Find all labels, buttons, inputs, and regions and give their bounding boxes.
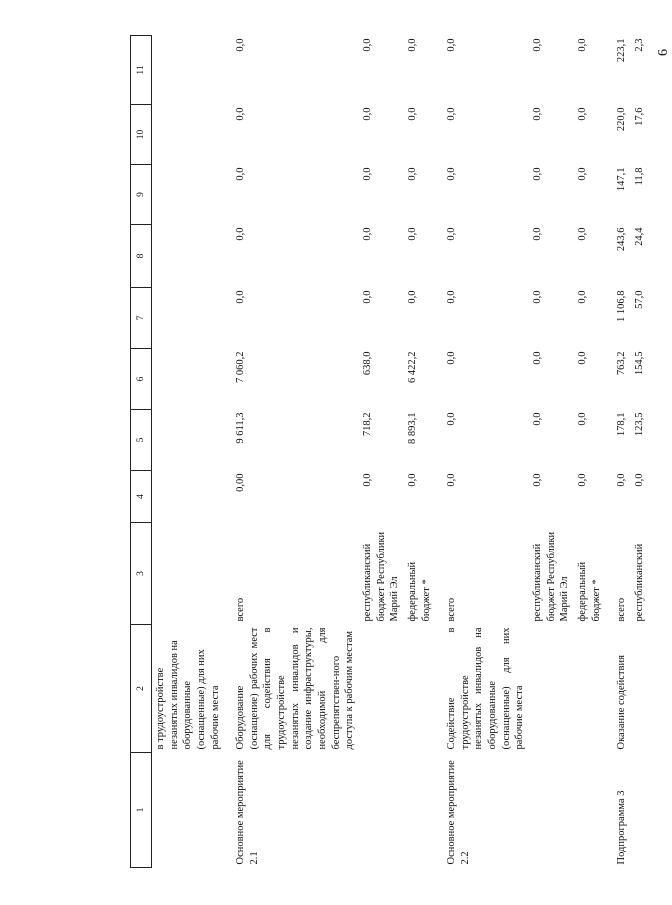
col-header-10: 10 [131,105,152,165]
value-cell: 243,6 [616,227,628,252]
table-row [605,36,631,868]
col-header-5: 5 [131,410,152,471]
value-cell: 57,0 [633,290,645,309]
value-cell: 154,5 [633,351,645,376]
value-cell: 0,0 [616,473,628,487]
value-cell: 638,0 [361,351,373,376]
value-cell: 0,0 [406,290,418,304]
funding-source-cell: всего [235,597,247,622]
budget-table [130,35,649,868]
value-cell: 0,0 [361,473,373,487]
value-cell [152,349,225,410]
value-cell: 0,0 [446,38,458,52]
table-row [435,36,529,868]
value-cell: 0,0 [532,227,544,241]
value-cell: 6 422,2 [406,351,418,383]
program-cell [152,753,225,868]
col-header-4: 4 [131,471,152,523]
funding-source-cell: республиканский бюджет Республики Марий Эл [361,529,401,622]
funding-source-cell [152,523,225,625]
program-cell [529,753,574,868]
funding-source-cell: федеральный бюджет * [576,559,602,622]
description-cell: Содействие в трудоустройстве незанятых инвалидов на оборудованные (оснащенные) для них рабочие места [446,624,526,750]
value-cell: 0,0 [406,473,418,487]
program-cell: Основное мероприятие 2.2 [446,757,471,865]
value-cell [152,105,225,165]
table-row [631,36,649,868]
value-cell: 0,0 [446,227,458,241]
description-cell [404,625,435,753]
value-cell: 0,0 [446,167,458,181]
value-cell: 0,0 [576,227,588,241]
value-cell: 0,0 [446,412,458,426]
col-header-8: 8 [131,225,152,288]
value-cell: 8 893,1 [406,412,418,444]
description-cell: в трудоустройстве незанятых инвалидов на оборудованные (оснащенные) для них рабочие места [155,637,221,750]
value-cell: 0,0 [235,107,247,121]
value-cell [152,165,225,225]
funding-source-cell: республиканский [633,543,645,622]
value-cell: 0,0 [446,290,458,304]
value-cell: 0,0 [361,38,373,52]
col-header-11: 11 [131,36,152,105]
value-cell: 0,00 [235,473,247,492]
value-cell [152,225,225,288]
value-cell: 0,0 [532,473,544,487]
value-cell: 9 611,3 [235,412,247,444]
funding-source-cell: всего [616,597,628,622]
table-row [404,36,435,868]
value-cell: 0,0 [532,38,544,52]
value-cell: 0,0 [361,290,373,304]
funding-source-cell: республиканский бюджет Республики Марий Эл [532,529,571,622]
col-header-9: 9 [131,165,152,225]
value-cell: 1 106,8 [616,290,628,322]
description-cell: Оборудование (оснащение) рабочих мест для содействия в трудоустройстве незанятых инвалидов и создание инфраструктуры, необходимой для беспрепятствен-ного доступа к рабочим местам [235,624,356,750]
rotated-page [130,36,645,868]
value-cell: 0,0 [532,167,544,181]
table-row [224,36,359,868]
description-cell [359,625,404,753]
value-cell: 0,0 [532,351,544,365]
value-cell: 11,8 [633,167,645,186]
value-cell: 0,0 [576,107,588,121]
column-number-row [131,36,152,868]
value-cell: 0,0 [446,351,458,365]
table-row [529,36,574,868]
table-row [359,36,404,868]
col-header-6: 6 [131,349,152,410]
value-cell [152,288,225,349]
value-cell [152,471,225,523]
value-cell: 0,0 [235,227,247,241]
value-cell [152,410,225,471]
value-cell: 0,0 [406,227,418,241]
value-cell: 220,0 [616,107,628,132]
value-cell: 147,1 [616,167,628,192]
value-cell: 0,0 [446,107,458,121]
program-cell: Основное мероприятие 2.1 [235,757,260,865]
value-cell: 17,6 [633,107,645,126]
value-cell: 0,0 [406,167,418,181]
program-cell [404,753,435,868]
program-cell: Подпрограмма 3 [616,790,628,865]
description-cell: Оказание содействия [616,655,628,750]
value-cell: 0,0 [576,290,588,304]
value-cell: 0,0 [576,38,588,52]
table-row [152,36,225,868]
program-cell [359,753,404,868]
value-cell: 223,1 [616,38,628,63]
col-header-2: 2 [131,625,152,753]
value-cell: 0,0 [532,412,544,426]
funding-source-cell: всего [446,597,458,622]
col-header-3: 3 [131,523,152,625]
value-cell: 0,0 [235,38,247,52]
program-cell [574,753,605,868]
value-cell: 0,0 [406,107,418,121]
value-cell: 178,1 [616,412,628,437]
value-cell: 0,0 [532,107,544,121]
description-cell [529,625,574,753]
table-row [574,36,605,868]
value-cell: 718,2 [361,412,373,437]
value-cell: 0,0 [361,107,373,121]
value-cell: 0,0 [576,351,588,365]
value-cell: 0,0 [446,473,458,487]
value-cell: 763,2 [616,351,628,376]
col-header-1: 1 [131,753,152,868]
description-cell [631,625,649,753]
value-cell: 0,0 [235,290,247,304]
value-cell: 0,0 [361,167,373,181]
value-cell: 2,3 [633,38,645,52]
value-cell: 0,0 [361,227,373,241]
value-cell [152,36,225,105]
description-cell [574,625,605,753]
value-cell: 0,0 [235,167,247,181]
value-cell: 0,0 [532,290,544,304]
value-cell: 0,0 [633,473,645,487]
value-cell: 7 060,2 [235,351,247,383]
program-cell [631,753,649,868]
col-header-7: 7 [131,288,152,349]
value-cell: 0,0 [576,412,588,426]
value-cell: 0,0 [406,38,418,52]
funding-source-cell: федеральный бюджет * [406,559,432,622]
value-cell: 24,4 [633,227,645,246]
value-cell: 0,0 [576,167,588,181]
value-cell: 0,0 [576,473,588,487]
value-cell: 123,5 [633,412,645,437]
page-number: 6 [656,49,671,56]
